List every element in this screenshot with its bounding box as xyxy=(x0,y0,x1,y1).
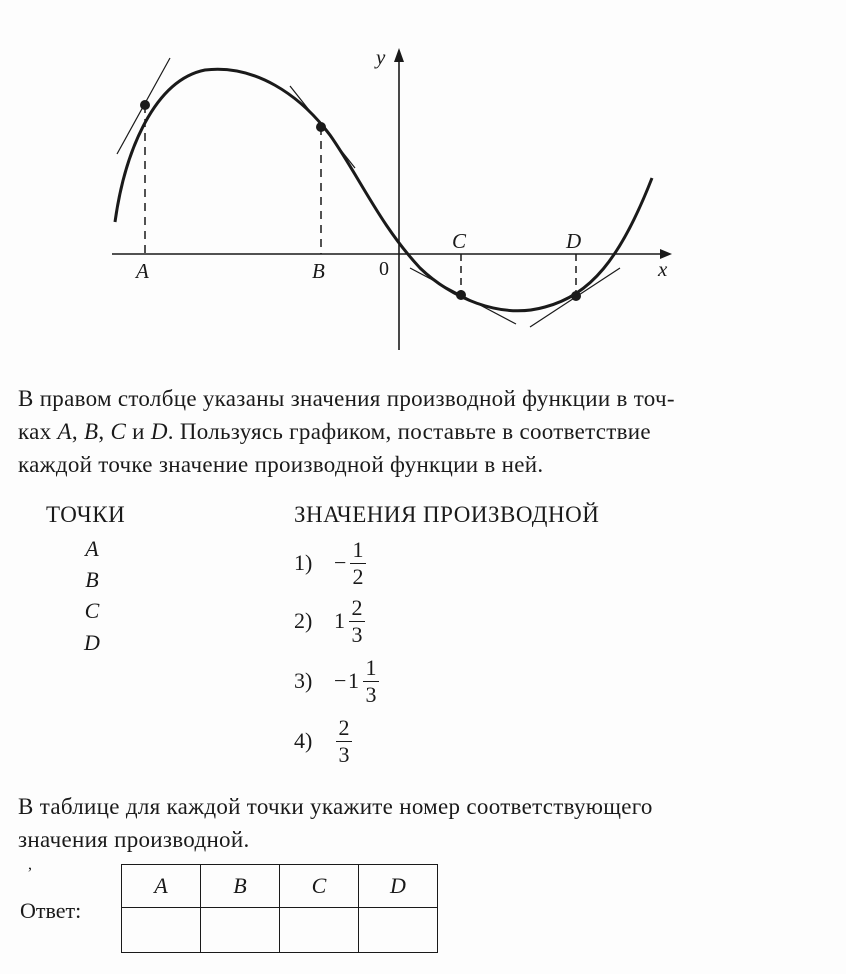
problem-statement xyxy=(18,382,834,481)
inline-point-d: D xyxy=(150,419,168,444)
option-1-number: 1) xyxy=(294,550,313,575)
inline-sep-2: , xyxy=(98,419,111,444)
point-letter-b: B xyxy=(85,567,99,592)
option-3-whole: 1 xyxy=(348,668,359,693)
option-1-numerator: 1 xyxy=(352,537,364,562)
inline-sep-1: , xyxy=(71,419,84,444)
point-b-dot xyxy=(316,122,326,132)
option-4-number: 4) xyxy=(294,728,313,753)
option-3-numerator: 1 xyxy=(365,655,377,680)
option-4-numerator: 2 xyxy=(338,715,350,740)
problem-line-1: В правом столбце указаны значения производной функции в точ- xyxy=(18,386,675,411)
point-c-label: C xyxy=(452,229,467,253)
answer-label: Ответ: xyxy=(20,898,82,923)
stray-mark: , xyxy=(28,856,32,873)
option-4-denominator: 3 xyxy=(338,742,350,767)
values-column-title: ЗНАЧЕНИЯ ПРОИЗВОДНОЙ xyxy=(294,502,600,527)
inline-point-c: C xyxy=(110,419,127,444)
x-axis-label: x xyxy=(658,257,668,281)
answer-cell-d[interactable] xyxy=(359,908,438,953)
point-b-label: B xyxy=(312,259,325,283)
option-1-fraction xyxy=(348,538,368,589)
point-letter-c: C xyxy=(84,598,100,623)
option-1-denominator: 2 xyxy=(352,564,364,589)
answer-header-b: B xyxy=(201,865,280,908)
instruction-text xyxy=(18,790,834,856)
option-2-whole: 1 xyxy=(334,608,345,633)
answer-header-a: A xyxy=(122,865,201,908)
y-axis-arrow xyxy=(394,48,404,62)
option-3-denominator: 3 xyxy=(365,682,377,707)
option-4-fraction xyxy=(334,716,354,767)
option-2-denominator: 3 xyxy=(351,622,363,647)
inline-and: и xyxy=(126,419,151,444)
instruction-line-2: значения производной. xyxy=(18,827,250,852)
answer-header-d: D xyxy=(359,865,438,908)
point-d-label: D xyxy=(566,229,582,253)
option-3-sign: − xyxy=(334,668,347,693)
option-2-fraction xyxy=(347,596,367,647)
function-graph xyxy=(0,0,846,370)
problem-line-2-post: . Пользуясь графиком, поставьте в соответствие xyxy=(167,419,651,444)
answer-header-row xyxy=(122,865,438,908)
answer-cell-b[interactable] xyxy=(201,908,280,953)
instruction-line-1: В таблице для каждой точки укажите номер соответствующего xyxy=(18,794,653,819)
point-a-dot xyxy=(140,100,150,110)
origin-label: 0 xyxy=(379,258,389,280)
problem-line-2 xyxy=(18,415,834,448)
answer-cell-a[interactable] xyxy=(122,908,201,953)
point-letter-a: A xyxy=(85,536,99,561)
answer-header-c: C xyxy=(280,865,359,908)
inline-point-b: B xyxy=(83,419,99,444)
option-2-numerator: 2 xyxy=(351,595,363,620)
point-d-dot xyxy=(571,291,581,301)
option-3-fraction xyxy=(361,656,381,707)
answer-cell-c[interactable] xyxy=(280,908,359,953)
point-a-label: A xyxy=(136,259,149,283)
point-c-dot xyxy=(456,290,466,300)
option-1-sign: − xyxy=(334,550,347,575)
points-column-title: ТОЧКИ xyxy=(46,502,126,527)
answer-table xyxy=(121,864,438,953)
problem-line-3: каждой точке значение производной функции в ней. xyxy=(18,452,544,477)
option-2-number: 2) xyxy=(294,608,313,633)
inline-point-a: A xyxy=(57,419,72,444)
point-letter-d: D xyxy=(84,630,100,655)
option-3-number: 3) xyxy=(294,668,313,693)
answer-value-row xyxy=(122,908,438,953)
y-axis-label: y xyxy=(376,45,386,69)
problem-line-2-pre: ках xyxy=(18,419,58,444)
